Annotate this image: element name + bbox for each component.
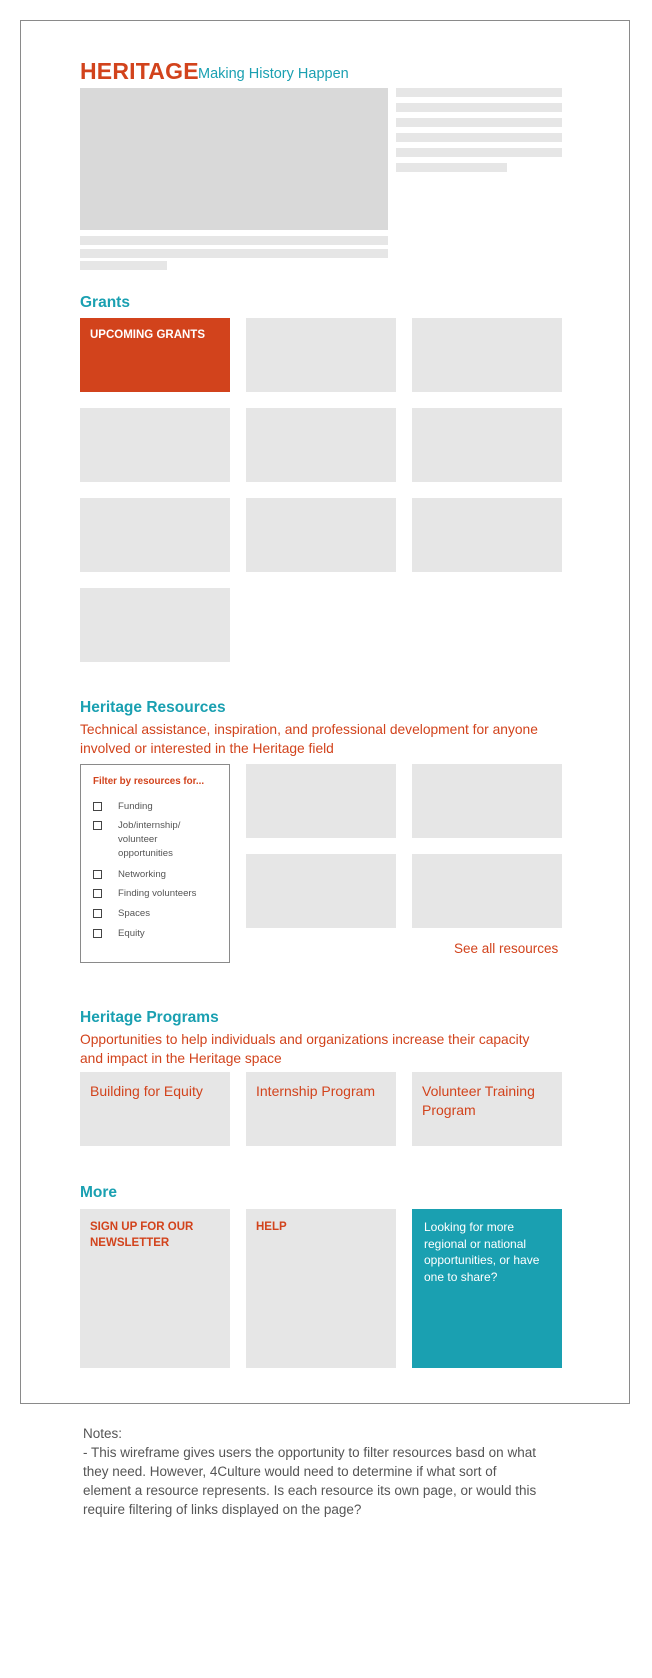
grant-tile[interactable] (412, 498, 562, 572)
regional-text-line: Looking for more (424, 1220, 515, 1234)
newsletter-label-line: SIGN UP FOR OUR (90, 1221, 194, 1233)
hero-text-line (396, 148, 562, 157)
grant-tile[interactable] (80, 588, 230, 662)
notes-line: they need. However, 4Culture would need to determine if what sort of (83, 1464, 497, 1479)
checkbox[interactable] (93, 929, 102, 938)
program-label: Internship Program (256, 1083, 376, 1099)
resource-tile[interactable] (412, 854, 562, 928)
program-tile-volunteer-training[interactable] (412, 1072, 562, 1146)
checkbox[interactable] (93, 909, 102, 918)
see-all-resources-link[interactable]: See all resources (454, 941, 559, 956)
programs-subtitle-line: Opportunities to help individuals and organizations increase their capacity (80, 1032, 530, 1047)
hero-text-line (396, 88, 562, 97)
hero-image-placeholder[interactable] (80, 88, 388, 230)
programs-heading: Heritage Programs (80, 1009, 219, 1026)
regional-text-line: opportunities, or have (424, 1253, 540, 1267)
grant-tile[interactable] (80, 408, 230, 482)
grant-tile[interactable] (246, 408, 396, 482)
programs-subtitle (80, 1030, 580, 1068)
notes-heading: Notes: (83, 1426, 123, 1441)
filter-option-label (118, 819, 180, 861)
filter-option-label: Funding (118, 801, 153, 812)
resources-heading: Heritage Resources (80, 699, 226, 716)
resources-subtitle-line: Technical assistance, inspiration, and professional development for anyone (80, 722, 538, 737)
checkbox[interactable] (93, 802, 102, 811)
checkbox[interactable] (93, 889, 102, 898)
help-tile[interactable] (246, 1209, 396, 1368)
filter-option-label: Spaces (118, 908, 150, 919)
newsletter-signup-tile[interactable] (80, 1209, 230, 1368)
filter-option-funding[interactable] (93, 800, 153, 814)
regional-text-line: regional or national (424, 1236, 527, 1251)
program-label (422, 1082, 552, 1120)
regional-text-line: one to share? (424, 1269, 498, 1284)
hero-text-line (396, 118, 562, 127)
hero-text-line (396, 163, 507, 172)
programs-subtitle-line: and impact in the Heritage space (80, 1051, 282, 1066)
program-tile-internship[interactable] (246, 1072, 396, 1146)
filter-option-label: Finding volunteers (118, 888, 197, 899)
filter-option-label-line: volunteer (118, 834, 158, 845)
filter-option-label: Networking (118, 869, 166, 880)
tagline: Making History Happen (198, 66, 349, 82)
grant-tile[interactable] (412, 318, 562, 392)
checkbox[interactable] (93, 870, 102, 879)
program-tile-building-for-equity[interactable] (80, 1072, 230, 1146)
notes-line: require filtering of links displayed on the page? (83, 1502, 362, 1517)
upcoming-grants-label: UPCOMING GRANTS (90, 329, 205, 341)
wireframe-notes (83, 1424, 603, 1519)
filter-title: Filter by resources for... (93, 776, 205, 787)
resource-tile[interactable] (246, 764, 396, 838)
resources-subtitle (80, 720, 580, 758)
resources-subtitle-line: involved or interested in the Heritage field (80, 741, 334, 756)
heritage-logo[interactable]: HERITAGE (80, 58, 199, 84)
grant-tile[interactable] (412, 408, 562, 482)
filter-option-label-line: opportunities (118, 848, 173, 859)
newsletter-label (90, 1219, 220, 1251)
hero-caption-line (80, 236, 388, 245)
hero-text-line (396, 103, 562, 112)
filter-option-job-internship-volunteer[interactable] (93, 819, 180, 861)
program-label: Building for Equity (90, 1083, 203, 1099)
filter-option-equity[interactable] (93, 927, 145, 941)
resource-tile[interactable] (412, 764, 562, 838)
regional-opportunities-tile[interactable] (412, 1209, 562, 1368)
filter-option-finding-volunteers[interactable] (93, 887, 196, 901)
resource-tile[interactable] (246, 854, 396, 928)
filter-option-label-line: Job/internship/ (118, 820, 181, 831)
help-label: HELP (256, 1221, 287, 1233)
upcoming-grants-tile[interactable] (80, 318, 230, 392)
grant-tile[interactable] (246, 498, 396, 572)
hero-text-line (396, 133, 562, 142)
newsletter-label-line: NEWSLETTER (90, 1237, 170, 1249)
more-heading: More (80, 1184, 118, 1201)
hero-caption-line (80, 249, 388, 258)
grant-tile[interactable] (246, 318, 396, 392)
notes-line: element a resource represents. Is each resource its own page, or would this (83, 1483, 537, 1498)
notes-line: - This wireframe gives users the opportunity to filter resources basd on what (83, 1445, 536, 1460)
filter-option-label: Equity (118, 928, 145, 939)
program-label-line: Program (422, 1102, 476, 1118)
filter-option-networking[interactable] (93, 868, 166, 882)
grants-heading: Grants (80, 294, 130, 311)
checkbox[interactable] (93, 821, 102, 830)
filter-option-spaces[interactable] (93, 907, 150, 921)
hero-caption-line (80, 261, 167, 270)
grant-tile[interactable] (80, 498, 230, 572)
program-label-line: Volunteer Training (422, 1083, 535, 1099)
